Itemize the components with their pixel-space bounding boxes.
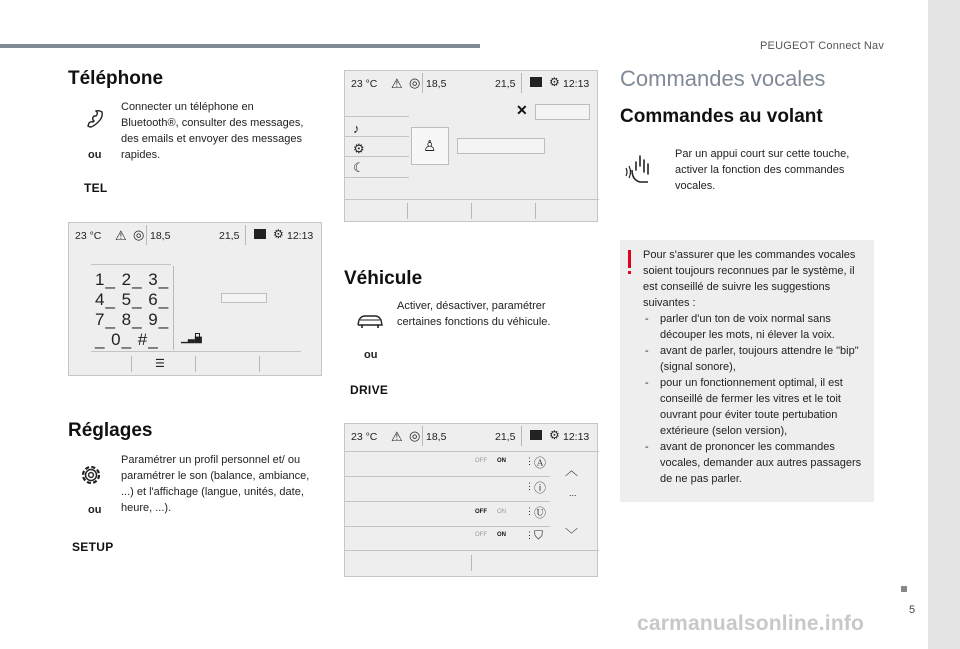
audio-settings-icon[interactable]: ♪ <box>353 121 360 136</box>
temp-right: 21,5 <box>219 230 240 242</box>
reglages-description: Paramétrer un profil personnel et/ ou paramétrer le son (balance, ambiance, ...) et l'affichage (langue, unités, date, heure, ...). <box>121 454 310 514</box>
warning-icon: ⚠ <box>115 228 127 243</box>
phone-status-icon <box>530 77 542 87</box>
scroll-up-icon[interactable]: ︿ <box>565 463 579 478</box>
telephone-keyword: TEL <box>84 181 108 195</box>
connect-icon: ⚙ <box>549 75 560 89</box>
toggle-off-label[interactable]: OFF <box>475 509 487 515</box>
vehicule-title: Véhicule <box>344 268 423 289</box>
row-menu-icon[interactable]: ⋮ <box>525 506 534 516</box>
end-mark <box>901 586 907 592</box>
temp-center: 18,5 <box>150 230 171 242</box>
voice-command-icon <box>622 152 658 186</box>
car-icon <box>356 313 384 331</box>
toggle-off-label: OFF <box>475 532 487 538</box>
dialpad-row-3[interactable]: 7_ 8_ 9_ <box>95 310 170 329</box>
phone-status-icon <box>254 229 266 239</box>
settings-gear-icon <box>78 462 104 488</box>
dialpad-row-2[interactable]: 4_ 5_ 6_ <box>95 290 170 309</box>
page-edge-band <box>928 0 960 649</box>
toggle-on-label[interactable]: ON <box>497 532 506 538</box>
note-item: - avant de parler, toujours attendre le "bip" (signal sonore), <box>643 343 867 375</box>
brand-label: PEUGEOT Connect Nav <box>760 40 885 52</box>
more-label: ... <box>569 488 577 498</box>
telephone-screen <box>68 222 322 376</box>
reglages-ou: ou <box>88 504 102 516</box>
status-bar <box>69 223 321 248</box>
page-number: 5 <box>909 604 916 616</box>
vehicule-keyword: DRIVE <box>350 383 389 397</box>
temp-left: 23 °C <box>75 230 102 242</box>
row-menu-icon[interactable]: ⋮ <box>525 456 534 466</box>
warning-icon: ⚠ <box>391 76 403 91</box>
close-icon[interactable]: ✕ <box>516 102 528 118</box>
profile-icon: ♙ <box>423 138 437 155</box>
dialpad-row-4[interactable]: _ 0_ #_ <box>95 330 159 349</box>
toggle-off-label: OFF <box>475 458 487 464</box>
reglages-title: Réglages <box>68 420 153 441</box>
warning-mark <box>628 250 631 268</box>
row-menu-icon[interactable]: ⋮ <box>525 481 534 491</box>
telephone-ou: ou <box>88 149 102 161</box>
toggle-on-label[interactable]: ON <box>497 458 506 464</box>
commandes-subtitle: Commandes au volant <box>620 106 823 127</box>
number-field[interactable] <box>221 293 267 303</box>
note-intro: Pour s'assurer que les commandes vocales soient toujours reconnues par le système, il est conseillé de suivre les suggestions suivantes : <box>643 249 856 309</box>
night-mode-icon[interactable]: ☾ <box>353 160 365 175</box>
system-settings-icon[interactable]: ⚙ <box>353 141 365 156</box>
commandes-title: Commandes vocales <box>620 66 826 91</box>
settings-field-2[interactable] <box>457 138 545 154</box>
clock: 12:13 <box>287 230 314 242</box>
connect-icon: ⚙ <box>549 428 560 442</box>
vehicule-ou: ou <box>364 349 378 361</box>
telephone-title: Téléphone <box>68 68 164 89</box>
warning-mark-dot <box>628 271 631 274</box>
note-item: - pour un fonctionnement optimal, il est conseillé de fermer les vitres et le toit ouvrant pour éviter toute pertubation extérieure (selon version), <box>643 375 867 439</box>
contacts-icon[interactable]: ☰ <box>155 358 165 370</box>
toggle-on-label: ON <box>497 509 506 515</box>
vehicule-description: Activer, désactiver, paramétrer certaines fonctions du véhicule. <box>397 300 551 328</box>
vehicle-screen <box>344 423 598 577</box>
watermark-url: carmanualsonline.info <box>637 612 865 635</box>
settings-screen <box>344 70 598 222</box>
scroll-down-icon[interactable]: ﹀ <box>565 527 579 542</box>
warning-icon: ⚠ <box>391 429 403 444</box>
commandes-description: Par un appui court sur cette touche, activer la fonction des commandes vocales. <box>675 148 850 192</box>
phone-status-icon <box>530 430 542 440</box>
note-list <box>643 311 867 487</box>
connect-icon: ⚙ <box>273 227 284 241</box>
battery-icon <box>195 333 200 343</box>
target-icon: ◎ <box>409 75 421 90</box>
signal-icon: ▁▃▅ <box>181 333 202 343</box>
row-menu-icon[interactable]: ⋮ <box>525 530 534 540</box>
tyre-pressure-icon[interactable]: Ⓤ <box>534 506 547 520</box>
note-item: - avant de prononcer les commandes vocales, demander aux autres passagers de ne pas parler. <box>643 439 867 487</box>
settings-field-1[interactable] <box>535 104 590 120</box>
telephone-description: Connecter un téléphone en Bluetooth®, consulter des messages, des emails et envoyer des messages rapides. <box>121 101 304 161</box>
auto-headlamp-icon[interactable]: Ⓐ <box>534 456 547 470</box>
target-icon: ◎ <box>133 227 145 242</box>
dialpad-row-1[interactable]: 1_ 2_ 3_ <box>95 270 170 289</box>
reglages-keyword: SETUP <box>72 540 114 554</box>
header-rule <box>0 44 480 48</box>
status-bar: 23 °C ⚠ ◎ 18,5 21,5 ⚙ 12:13 <box>351 75 590 91</box>
phone-handset-icon <box>84 108 106 130</box>
note-item: - parler d'un ton de voix normal sans découper les mots, ni élever la voix. <box>643 311 867 343</box>
status-bar: 23 °C ⚠ ◎ 18,5 21,5 ⚙ 12:13 <box>351 428 590 444</box>
lane-assist-icon[interactable]: ⛉ <box>534 528 544 542</box>
warning-note-text <box>643 247 867 487</box>
target-icon: ◎ <box>409 428 421 443</box>
info-icon[interactable]: ⓘ <box>534 481 547 495</box>
